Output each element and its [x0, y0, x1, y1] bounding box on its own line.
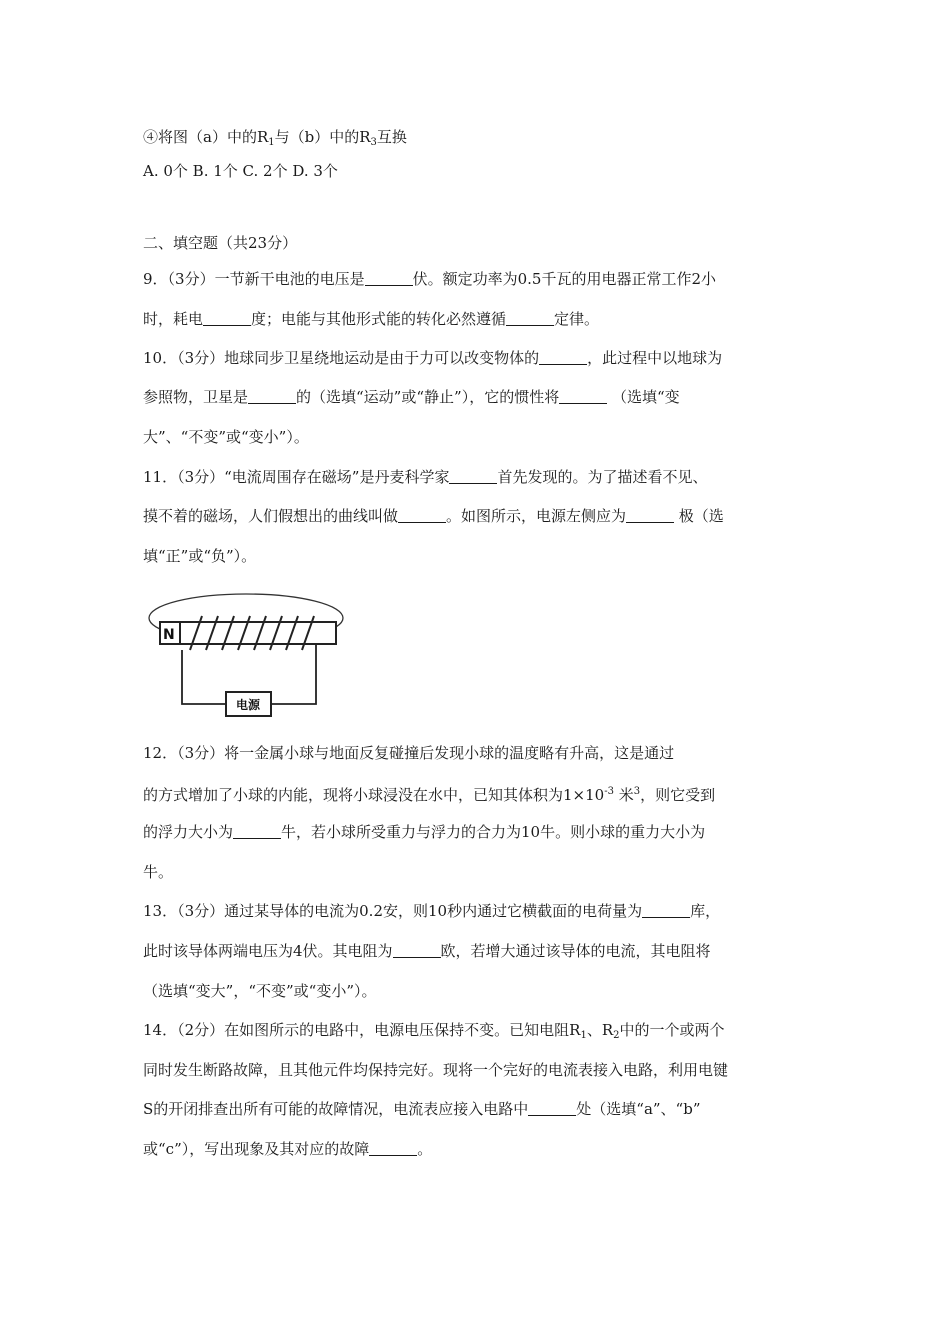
answer-blank[interactable]: [559, 387, 607, 404]
prev-options: A. 0个 B. 1个 C. 2个 D. 3个: [143, 162, 338, 180]
q14-line-2: 同时发生断路故障，且其他元件均保持完好。现将一个完好的电流表接入电路，利用电键: [143, 1061, 729, 1079]
iron-core: [160, 622, 336, 644]
answer-blank[interactable]: [398, 506, 446, 523]
right-wire: [271, 644, 316, 704]
q10-line-1: 10．（3分）地球同步卫星绕地运动是由于力可以改变物体的 ，此过程中以地球为: [143, 349, 723, 367]
power-source-label: 电源: [235, 698, 261, 712]
answer-blank[interactable]: [642, 901, 690, 918]
q10-line-3: 大”、“不变”或“变小”）。: [143, 428, 309, 446]
answer-blank[interactable]: [393, 941, 441, 958]
q14-line-4: 或“c”），写出现象及其对应的故障 。: [143, 1140, 433, 1158]
left-wire: [182, 650, 226, 704]
q13-line-1: 13．（3分）通过某导体的电流为0.2安，则10秒内通过它横截面的电荷量为 库，: [143, 902, 721, 920]
q12-line-1: 12．（3分）将一金属小球与地面反复碰撞后发现小球的温度略有升高，这是通过: [143, 744, 675, 762]
answer-blank[interactable]: [449, 467, 497, 484]
q9-line-1: 9．（3分）一节新干电池的电压是 伏。额定功率为0.5千瓦的用电器正常工作2小: [143, 270, 716, 288]
answer-blank[interactable]: [369, 1139, 417, 1156]
answer-blank[interactable]: [203, 309, 251, 326]
q9-line-2: 时，耗电 度；电能与其他形式能的转化必然遵循 定律。: [143, 310, 600, 328]
q10-line-2: 参照物，卫星是 的（选填“运动”或“静止”），它的惯性将 （选填“变: [143, 388, 680, 406]
answer-blank[interactable]: [626, 506, 674, 523]
section-2-title: 二、填空题（共23分）: [143, 234, 298, 252]
q12-line-4: 牛。: [143, 863, 174, 881]
q11-line-3: 填“正”或“负”）。: [143, 547, 257, 565]
q14-line-3: S的开闭排查出所有可能的故障情况，电流表应接入电路中 处（选填“a”、“b”: [143, 1100, 701, 1118]
q13-line-2: 此时该导体两端电压为4伏。其电阻为 欧，若增大通过该导体的电流，其电阻将: [143, 942, 711, 960]
answer-blank[interactable]: [365, 269, 413, 286]
q14-line-1: 14．（2分）在如图所示的电路中，电源电压保持不变。已知电阻$R_1$、$R_2$中的一个或两个: [143, 1021, 725, 1041]
answer-blank[interactable]: [233, 822, 281, 839]
q11-line-2: 摸不着的磁场，人们假想出的曲线叫做 。如图所示，电源左侧应为 极（选: [143, 507, 724, 525]
prev-item-4: ④将图（a）中的$R_1$与（b）中的$R_3$互换: [143, 128, 407, 148]
answer-blank[interactable]: [248, 387, 296, 404]
north-pole-label: N: [163, 627, 175, 643]
q12-line-3: 的浮力大小为 牛，若小球所受重力与浮力的合力为10牛。则小球的重力大小为: [143, 823, 706, 841]
q11-line-1: 11．（3分）“电流周围存在磁场”是丹麦科学家 首先发现的。为了描述看不见、: [143, 468, 708, 486]
q12-line-2: 的方式增加了小球的内能，现将小球浸没在水中，已知其体积为$1\times 10^{-3}$ 米$^3$，则它受到: [143, 786, 716, 804]
answer-blank[interactable]: [528, 1099, 576, 1116]
q13-line-3: （选填“变大”，“不变”或“变小”）。: [143, 982, 377, 1000]
solenoid-figure: [146, 588, 346, 718]
answer-blank[interactable]: [506, 309, 554, 326]
answer-blank[interactable]: [539, 348, 587, 365]
